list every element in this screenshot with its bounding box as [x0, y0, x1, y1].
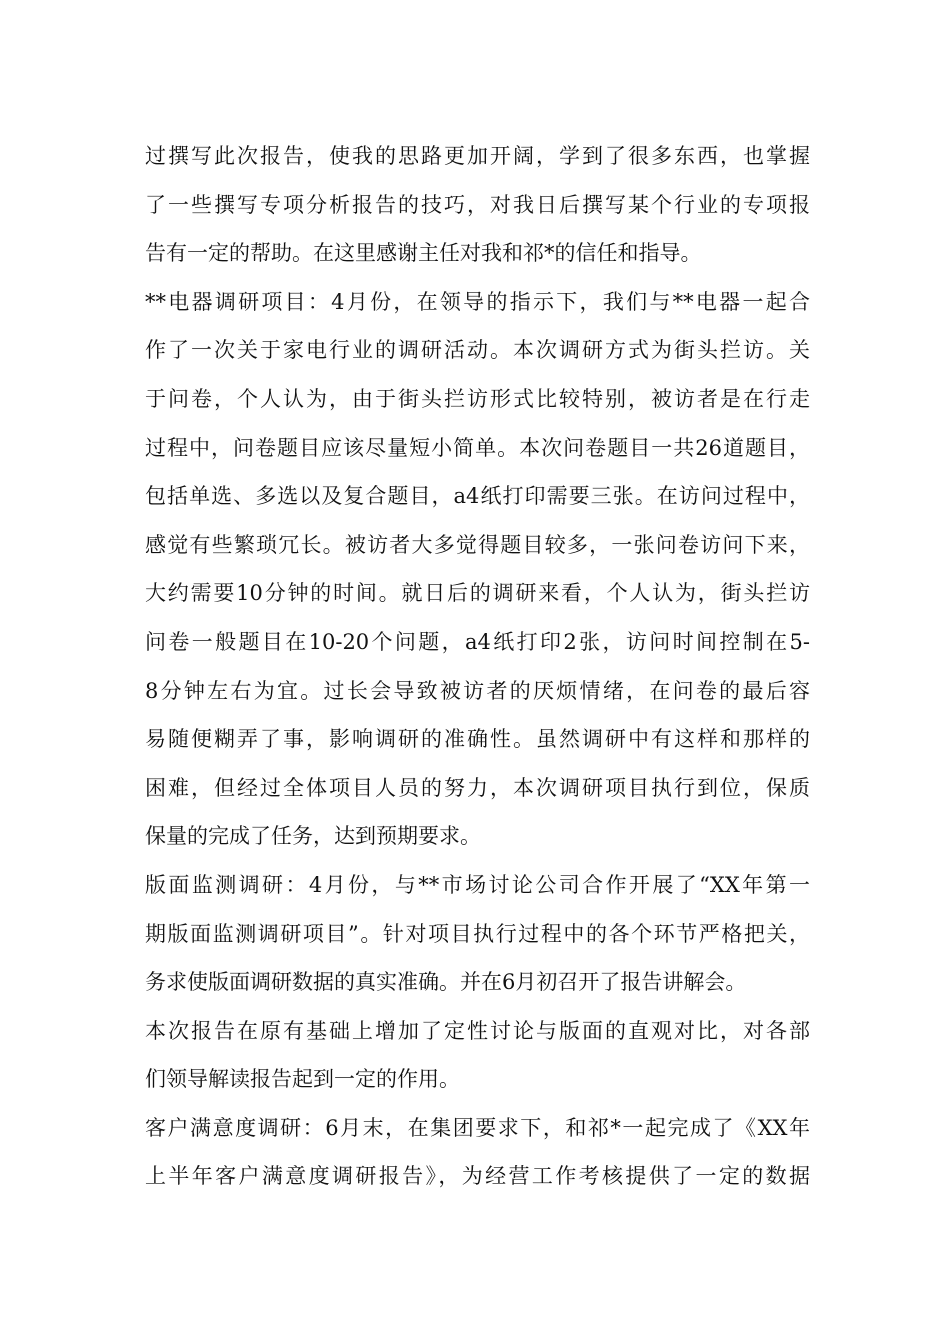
text-line: 们领导解读报告起到一定的作用。 — [145, 1067, 460, 1092]
text-line: 告有一定的帮助。在这里感谢主任对我和祁*的信任和指导。 — [145, 241, 702, 266]
text-line: 于问卷，个人认为，由于街头拦访形式比较特别，被访者是在行走 — [145, 386, 810, 411]
text-line: 感觉有些繁琐冗长。被访者大多觉得题目较多，一张问卷访问下来， — [145, 532, 810, 557]
text-line: 上半年客户满意度调研报告》，为经营工作考核提供了一定的数据 — [145, 1164, 810, 1189]
text-line: 8分钟左右为宜。过长会导致被访者的厌烦情绪，在问卷的最后容 — [145, 678, 810, 703]
text-line: 期版面监测调研项目”。针对项目执行过程中的各个环节严格把关， — [145, 921, 810, 946]
document-body — [145, 132, 810, 1201]
text-line: 客户满意度调研：6月末，在集团要求下，和祁*一起完成了《XX年 — [145, 1115, 810, 1140]
text-line: 大约需要10分钟的时间。就日后的调研来看，个人认为，街头拦访 — [145, 581, 810, 606]
text-line: 作了一次关于家电行业的调研活动。本次调研方式为街头拦访。关 — [145, 338, 810, 363]
text-line: 务求使版面调研数据的真实准确。并在6月初召开了报告讲解会。 — [145, 970, 747, 995]
text-line: 困难，但经过全体项目人员的努力，本次调研项目执行到位，保质 — [145, 775, 810, 800]
text-line: **电器调研项目：4月份，在领导的指示下，我们与**电器一起合 — [145, 289, 810, 314]
text-line: 过程中，问卷题目应该尽量短小简单。本次问卷题目一共26道题目， — [145, 435, 810, 460]
text-line: 了一些撰写专项分析报告的技巧，对我日后撰写某个行业的专项报 — [145, 192, 810, 217]
text-line: 保量的完成了任务，达到预期要求。 — [145, 824, 481, 849]
text-line: 易随便糊弄了事，影响调研的准确性。虽然调研中有这样和那样的 — [145, 727, 810, 752]
text-line: 包括单选、多选以及复合题目，a4纸打印需要三张。在访问过程中， — [145, 484, 810, 509]
text-line: 版面监测调研：4月份，与**市场讨论公司合作开展了“XX年第一 — [145, 872, 810, 897]
text-line: 本次报告在原有基础上增加了定性讨论与版面的直观对比，对各部 — [145, 1018, 810, 1043]
text-line: 过撰写此次报告，使我的思路更加开阔，学到了很多东西，也掌握 — [145, 144, 810, 168]
text-line: 问卷一般题目在10-20个问题，a4纸打印2张，访问时间控制在5- — [145, 629, 810, 654]
